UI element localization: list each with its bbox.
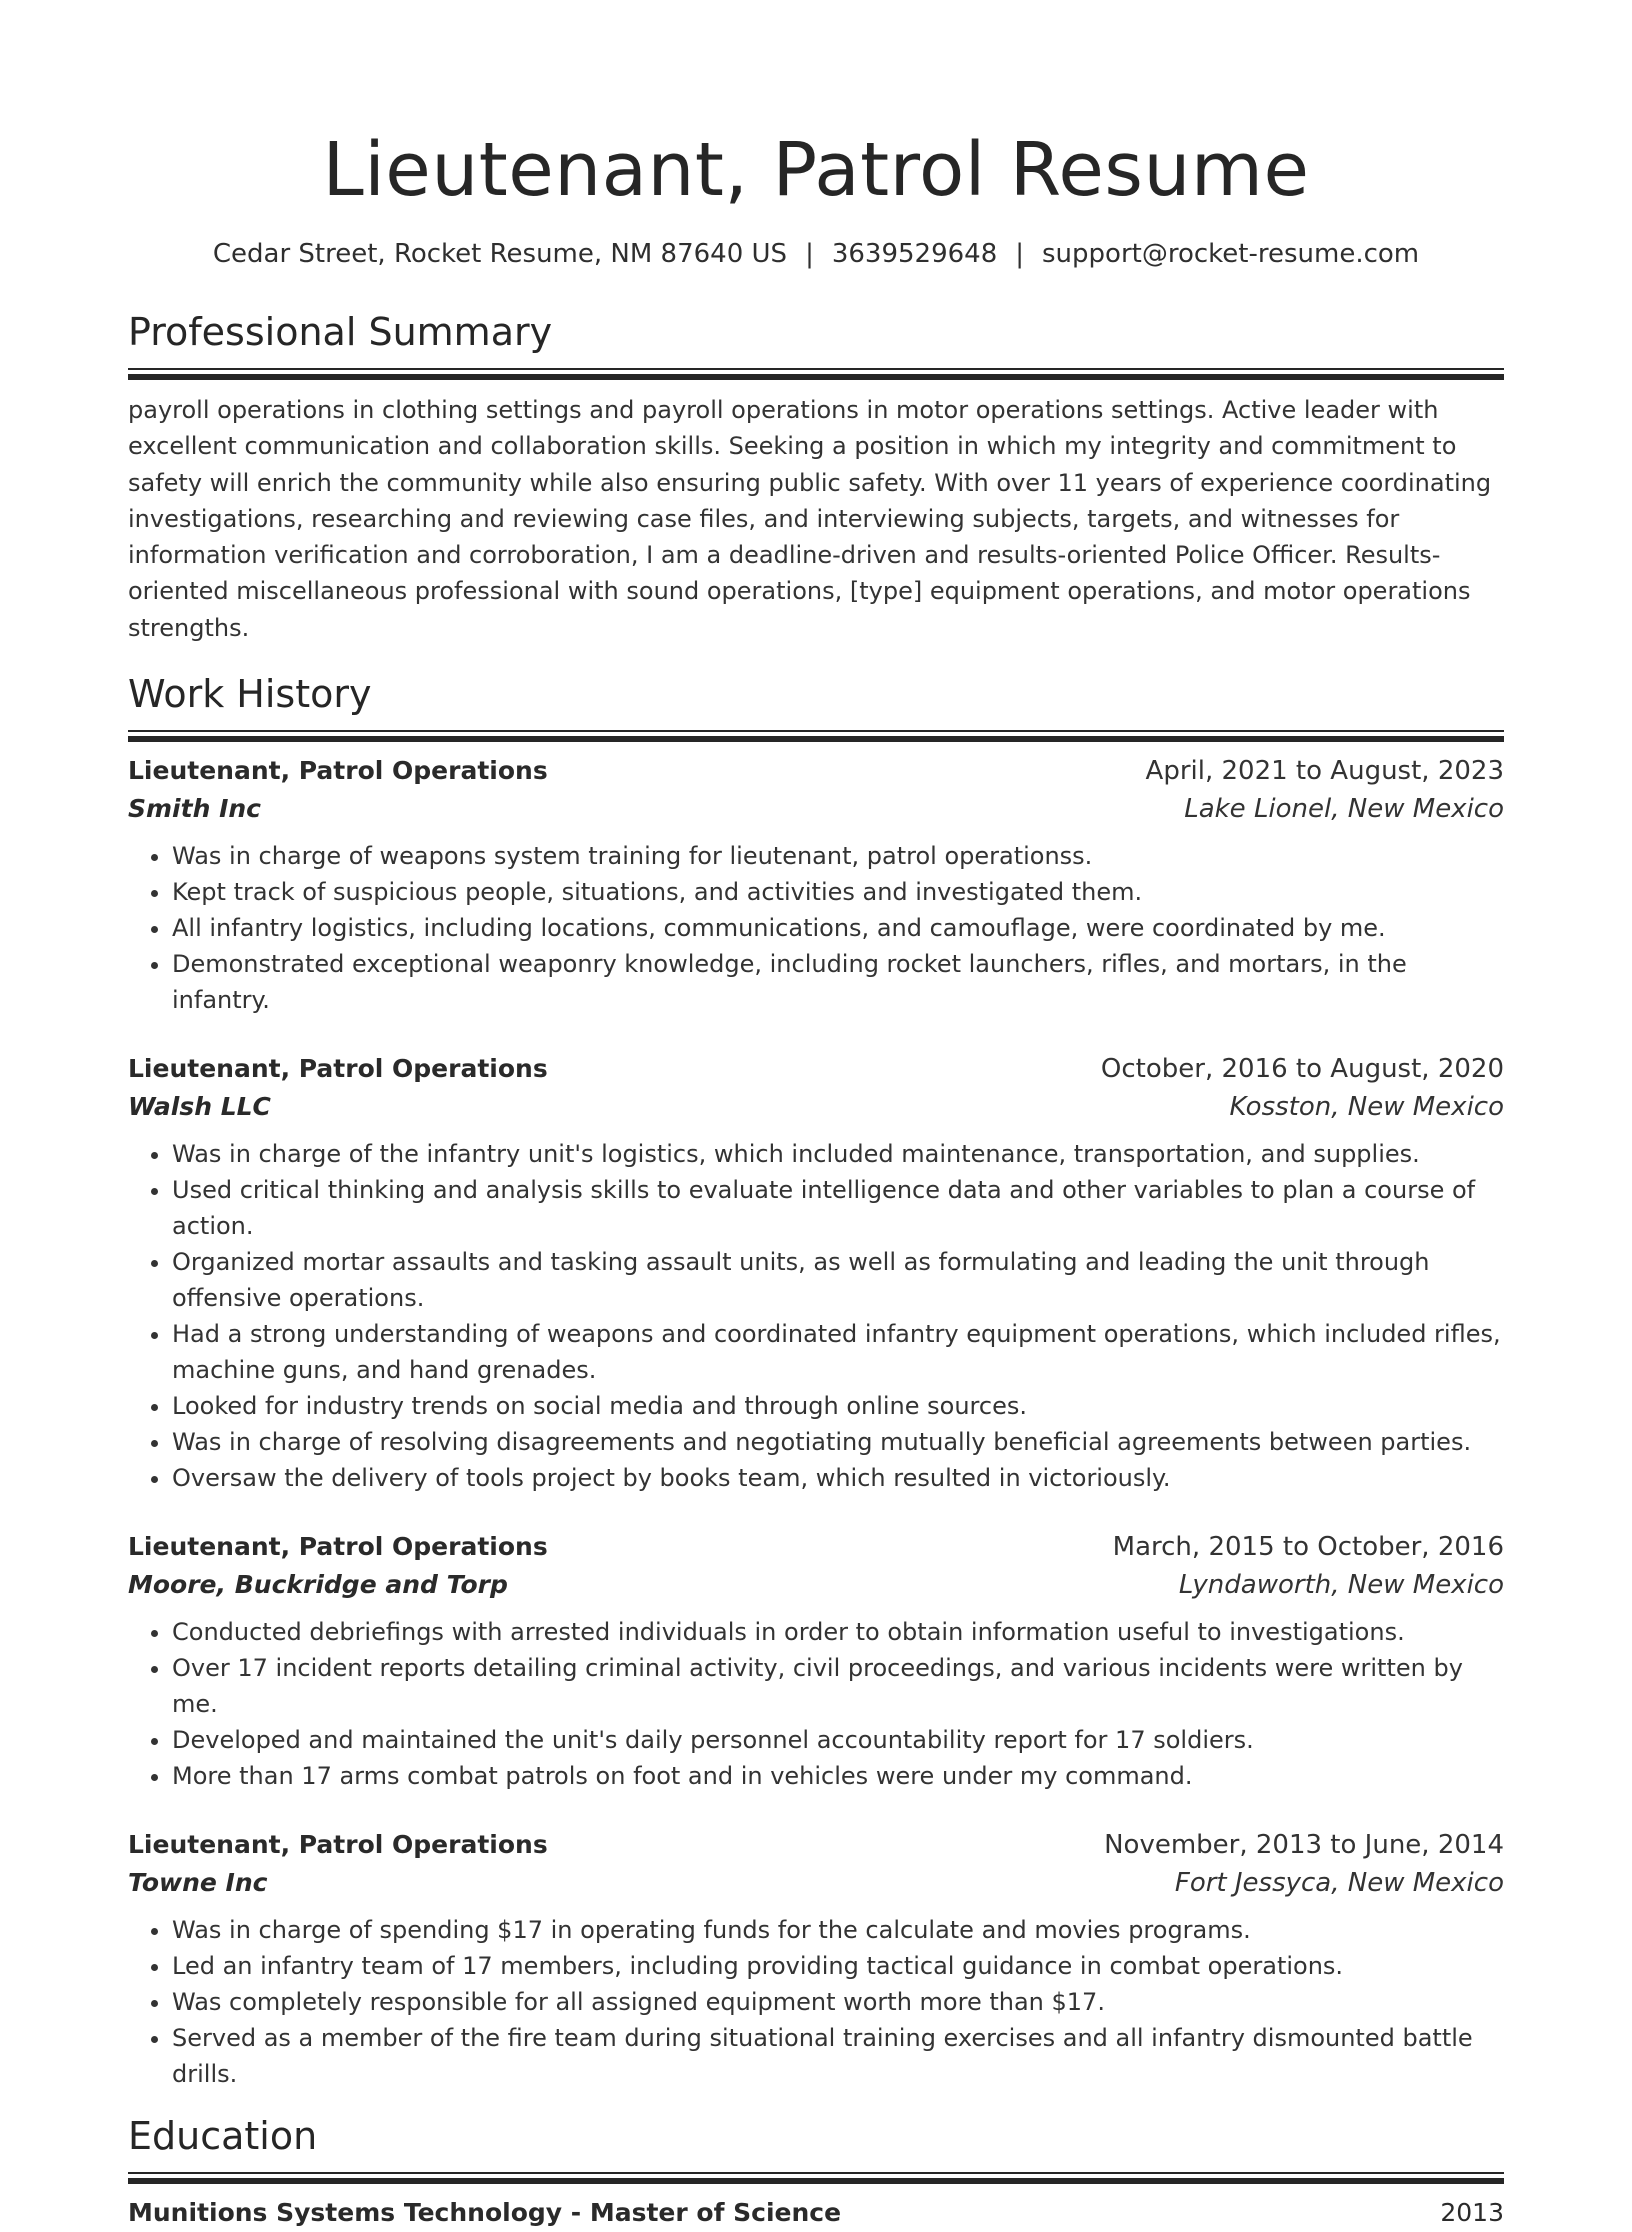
job-company: Towne Inc [128, 1868, 268, 1898]
education-section [128, 2112, 1504, 2232]
job-bullet: • Demonstrated exceptional weaponry knowledge, including rocket launchers, rifles, and mortars, in the infantry. [172, 946, 1504, 1018]
job-title: Lieutenant, Patrol Operations [128, 1054, 548, 1084]
job-bullets [128, 1912, 1504, 2092]
contact-phone: 3639529648 [831, 239, 998, 269]
job-bullet: • Over 17 incident reports detailing criminal activity, civil proceedings, and various incidents were written by me. [172, 1650, 1504, 1722]
job-bullet: • Conducted debriefings with arrested individuals in order to obtain information useful to investigations. [172, 1614, 1504, 1650]
job-location: Lake Lionel, New Mexico [1184, 794, 1504, 825]
job-bullets [128, 838, 1504, 1018]
contact-separator: | [805, 239, 814, 269]
contact-email: support@rocket-resume.com [1042, 239, 1420, 269]
job-bullet: • Was in charge of spending $17 in operating funds for the calculate and movies programs. [172, 1912, 1504, 1948]
job-bullet: • Organized mortar assaults and tasking assault units, as well as formulating and leading the unit through offensive operations. [172, 1244, 1504, 1316]
job-bullet: • Developed and maintained the unit's daily personnel accountability report for 17 soldiers. [172, 1722, 1504, 1758]
job-bullet: • More than 17 arms combat patrols on foot and in vehicles were under my command. [172, 1758, 1504, 1794]
job-title: Lieutenant, Patrol Operations [128, 1532, 548, 1562]
contact-separator: | [1015, 239, 1025, 269]
section-divider [128, 730, 1504, 742]
job-dates: October, 2016 to August, 2020 [1100, 1054, 1504, 1085]
job-company: Smith Inc [128, 794, 261, 824]
job-dates: March, 2015 to October, 2016 [1112, 1532, 1504, 1563]
job-entry [128, 1826, 1504, 2092]
job-location: Kosston, New Mexico [1229, 1092, 1504, 1123]
section-heading-education: Education [128, 2114, 318, 2159]
job-title: Lieutenant, Patrol Operations [128, 756, 548, 786]
job-dates: April, 2021 to August, 2023 [1145, 756, 1504, 787]
job-entry [128, 752, 1504, 1018]
job-entry [128, 1050, 1504, 1496]
job-bullet: • Was in charge of the infantry unit's logistics, which included maintenance, transportation, and supplies. [172, 1136, 1504, 1172]
resume-title: Lieutenant, Patrol Resume [322, 127, 1310, 213]
section-heading-work-history: Work History [128, 672, 372, 717]
job-bullet: • Was in charge of resolving disagreements and negotiating mutually beneficial agreements between parties. [172, 1424, 1504, 1460]
job-bullet: • Served as a member of the fire team during situational training exercises and all infantry dismounted battle drills. [172, 2020, 1504, 2092]
job-bullet: • Oversaw the delivery of tools project by books team, which resulted in victoriously. [172, 1460, 1504, 1496]
job-bullet: • Was completely responsible for all assigned equipment worth more than $17. [172, 1984, 1504, 2020]
job-bullet: • Had a strong understanding of weapons and coordinated infantry equipment operations, which included rifles, machine guns, and hand grenades. [172, 1316, 1504, 1388]
job-bullet: • Used critical thinking and analysis skills to evaluate intelligence data and other variables to plan a course of action. [172, 1172, 1504, 1244]
resume-page [128, 0, 1504, 2232]
section-divider [128, 368, 1504, 380]
contact-line [128, 236, 1504, 272]
job-company: Walsh LLC [128, 1092, 271, 1122]
education-degree: Munitions Systems Technology - Master of Science [128, 2198, 842, 2228]
job-bullet: • Kept track of suspicious people, situations, and activities and investigated them. [172, 874, 1504, 910]
job-bullet: • Looked for industry trends on social media and through online sources. [172, 1388, 1504, 1424]
contact-address: Cedar Street, Rocket Resume, NM 87640 US [212, 239, 788, 269]
job-bullet: • All infantry logistics, including locations, communications, and camouflage, were coordinated by me. [172, 910, 1504, 946]
job-bullet: • Led an infantry team of 17 members, including providing tactical guidance in combat operations. [172, 1948, 1504, 1984]
work-history-section [128, 670, 1504, 2092]
summary-section [128, 308, 1504, 646]
section-divider [128, 2172, 1504, 2184]
job-bullets [128, 1136, 1504, 1496]
job-location: Fort Jessyca, New Mexico [1174, 1868, 1504, 1899]
job-entry [128, 1528, 1504, 1794]
job-bullet: • Was in charge of weapons system training for lieutenant, patrol operationss. [172, 838, 1504, 874]
job-dates: November, 2013 to June, 2014 [1104, 1830, 1504, 1861]
job-title: Lieutenant, Patrol Operations [128, 1830, 548, 1860]
section-heading-summary: Professional Summary [128, 310, 553, 354]
summary-text: payroll operations in clothing settings and payroll operations in motor operations settings. Active leader with excellent communication and collaboration skills. Seeking a position in which my integrity and commitment to safety will enrich the community while also ensuring public safety. With over 11 years of experience coordinating investigations, researching and reviewing case files, and interviewing subjects, targets, and witnesses for information verification and corroboration, I am a deadline-driven and results-oriented Police Officer. Results-oriented miscellaneous professional with sound operations, [type] equipment operations, and motor operations strengths. [128, 396, 1492, 642]
job-bullets [128, 1614, 1504, 1794]
job-location: Lyndaworth, New Mexico [1178, 1570, 1504, 1601]
education-year: 2013 [1440, 2198, 1504, 2228]
job-company: Moore, Buckridge and Torp [128, 1570, 508, 1600]
